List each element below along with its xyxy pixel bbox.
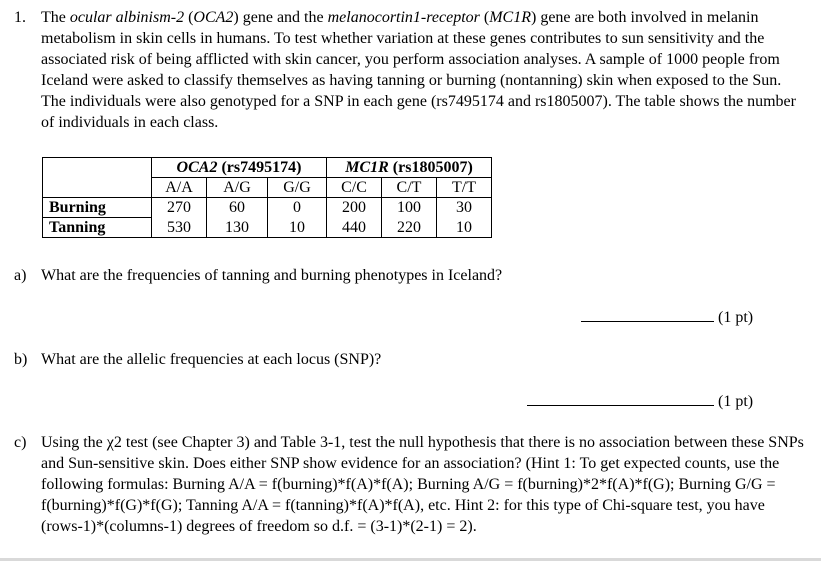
table-cell: 10 — [268, 218, 327, 238]
genotype-header: G/G — [268, 178, 327, 198]
part-a-answer — [581, 307, 753, 328]
table-cell: 10 — [437, 218, 492, 238]
genotype-header: A/A — [152, 178, 207, 198]
oca2-header: OCA2 (rs7495174) — [152, 158, 327, 178]
table-row — [43, 198, 492, 218]
row-label: Burning — [43, 198, 152, 218]
table-cell: 30 — [437, 198, 492, 218]
part-a-text: What are the frequencies of tanning and burning phenotypes in Iceland? — [41, 267, 503, 284]
row-label: Tanning — [43, 218, 152, 238]
table-cell: 220 — [382, 218, 437, 238]
question-1-text: The ocular albinism-2 (OCA2) gene and the melanocortin1-receptor (MC1R) gene are both involved in melanin metabolism in skin cells in humans. To test whether variation at these genes contributes to sun sensitivity and the associated risk of being afflicted with skin cancer, you perform association analyses. A sample of 1000 people from Iceland were asked to classify themselves as having tanning or burning (nontanning) skin when exposed to the Sun. The individuals were also genotyped for a SNP in each gene (rs7495174 and rs1805007). The table shows the number of individuals in each class. — [41, 9, 796, 131]
table-cell: 270 — [152, 198, 207, 218]
part-b-label: b) — [14, 351, 28, 368]
part-a-label: a) — [14, 267, 27, 284]
question-number: 1. — [14, 9, 26, 26]
gene1-abbr: OCA2 — [193, 9, 234, 26]
gene2-name: melanocortin1-receptor — [327, 9, 480, 26]
answer-line[interactable] — [527, 391, 714, 406]
table-cell: 0 — [268, 198, 327, 218]
table-row — [43, 218, 492, 238]
question-1 — [14, 7, 804, 133]
mc1r-header: MC1R (rs1805007) — [327, 158, 492, 178]
table-cell: 440 — [327, 218, 382, 238]
gene2-abbr: MC1R — [489, 9, 531, 26]
part-b-answer — [527, 391, 753, 412]
genotype-table — [42, 157, 492, 238]
gene1-name: ocular albinism-2 — [69, 9, 185, 26]
table-cell: 100 — [382, 198, 437, 218]
table-cell: 60 — [207, 198, 268, 218]
genotype-header: C/T — [382, 178, 437, 198]
part-c-text: Using the χ2 test (see Chapter 3) and Table 3-1, test the null hypothesis that there is no association between these SNPs and Sun-sensitive skin. Does either SNP show evidence for an association? (Hint 1: To get expected counts, use the following formulas: Burning A/A = f(burning)*f(A)*f(A); Burning A/G = f(burning)*2*f(A)*f(G); Burning G/G = f(burning)*f(G)*f(G); Tanning A/A = f(tanning)*f(A)*f(A), etc. Hint 2: for this type of Chi-square test, you have (rows-1)*(columns-1) degrees of freedom so d.f. = (3-1)*(2-1) = 2). — [41, 434, 804, 535]
answer-line[interactable] — [581, 307, 714, 322]
part-c-label: c) — [14, 434, 27, 451]
genotype-header: A/G — [207, 178, 268, 198]
part-a-points: (1 pt) — [718, 309, 754, 326]
table-cell: 530 — [152, 218, 207, 238]
table-cell: 130 — [207, 218, 268, 238]
part-b-points: (1 pt) — [718, 393, 754, 410]
genotype-header: C/C — [327, 178, 382, 198]
part-c — [14, 432, 804, 537]
part-b-text: What are the allelic frequencies at each locus (SNP)? — [41, 351, 382, 368]
table-cell: 200 — [327, 198, 382, 218]
genotype-header: T/T — [437, 178, 492, 198]
